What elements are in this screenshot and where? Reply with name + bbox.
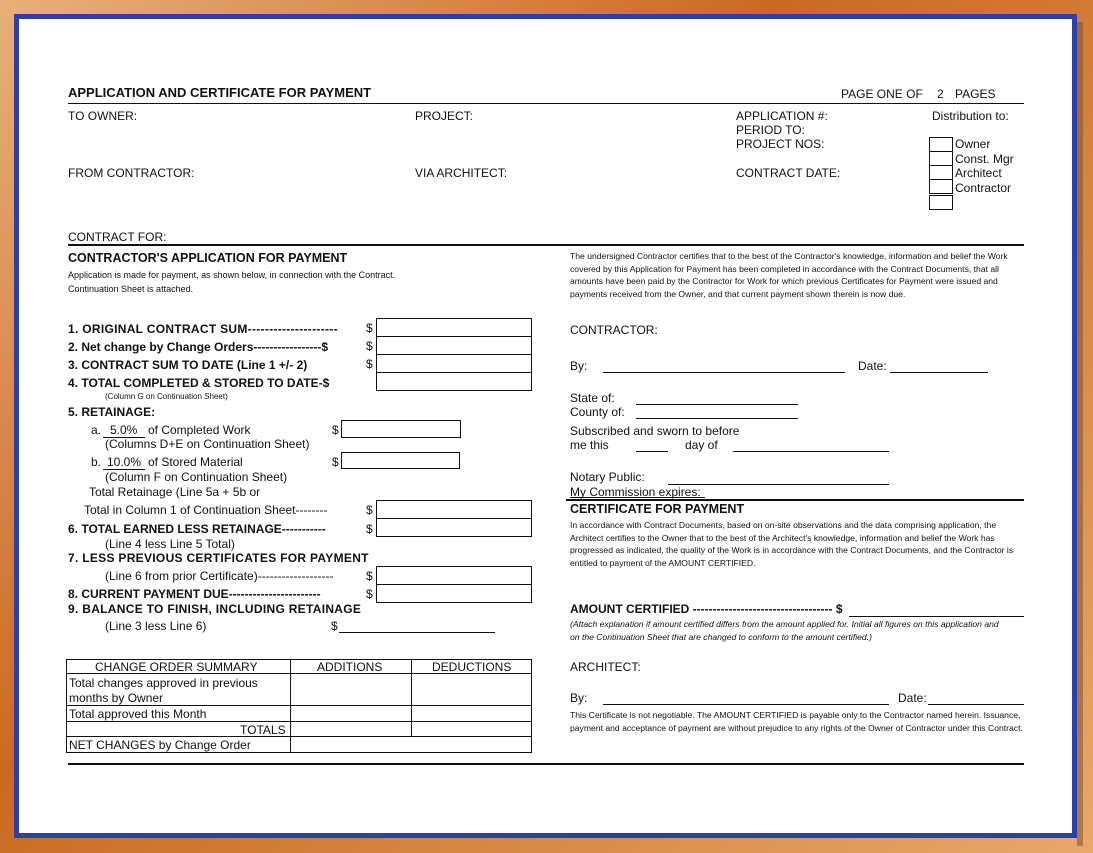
state-of-label: State of:: [570, 391, 615, 405]
distribution-checkbox-contractor[interactable]: [929, 179, 953, 194]
distribution-checkbox-owner[interactable]: [929, 137, 953, 152]
line5a-prefix: a.: [91, 423, 102, 437]
line7-label: 7. LESS PREVIOUS CERTIFICATES FOR PAYMENT: [68, 551, 369, 565]
section-rule: [68, 244, 1024, 246]
total-retainage-amount-field[interactable]: [376, 500, 532, 519]
line6-label: 6. TOTAL EARNED LESS RETAINAGE-----------: [68, 522, 326, 536]
line7-dollar: $: [366, 569, 373, 583]
to-owner-label: TO OWNER:: [68, 109, 138, 123]
contractor-certification-text: The undersigned Contractor certifies that to the best of the Contractor's knowledge, information and belief the Work covered by this Application for Payment has been completed in accordance with the Contract Documents, that all amounts have been paid by the Contractor for Work for which previous Certificates for Payment were issued and payments received from the Owner, and that current payment shown therein is now due.: [570, 251, 1008, 299]
architect-date-label: Date:: [898, 691, 927, 705]
header-rule: [68, 103, 1024, 104]
document-title: APPLICATION AND CERTIFICATE FOR PAYMENT: [68, 85, 372, 100]
contractor-signature-line[interactable]: [603, 372, 845, 373]
application-heading: CONTRACTOR'S APPLICATION FOR PAYMENT: [68, 251, 348, 265]
via-architect-label: VIA ARCHITECT:: [415, 166, 508, 180]
line5b-note: (Column F on Continuation Sheet): [105, 470, 288, 484]
me-this-label: me this: [570, 438, 609, 452]
distribution-owner: Owner: [955, 137, 991, 151]
document-page: [19, 19, 1072, 833]
commission-label: My Commission expires:: [570, 485, 701, 499]
line9-label: 9. BALANCE TO FINISH, INCLUDING RETAINAGE: [68, 602, 362, 616]
distribution-checkbox-extra[interactable]: [929, 195, 953, 210]
page-prefix: PAGE ONE OF: [841, 87, 923, 101]
line5a-dollar: $: [332, 423, 339, 437]
table-col-line-2: [411, 659, 412, 737]
page-total: 2: [937, 87, 944, 101]
line4-amount-field[interactable]: [376, 372, 532, 391]
line4-label: 4. TOTAL COMPLETED & STORED TO DATE-$: [68, 376, 330, 390]
amount-certified-label: AMOUNT CERTIFIED ----------------------------------- $: [570, 602, 843, 616]
period-to-label: PERIOD TO:: [736, 123, 805, 137]
line2-amount-field[interactable]: [376, 336, 532, 355]
line3-label: 3. CONTRACT SUM TO DATE (Line 1 +/- 2): [68, 358, 308, 372]
distribution-architect: Architect: [955, 166, 1002, 180]
table-row-net-changes: NET CHANGES by Change Order: [69, 738, 251, 752]
state-of-line[interactable]: [636, 404, 798, 405]
day-of-label: day of: [685, 438, 718, 452]
line5b-prefix: b.: [91, 455, 102, 469]
county-of-line[interactable]: [636, 418, 798, 419]
distribution-checkbox-const-mgr[interactable]: [929, 151, 953, 166]
total-retainage-line1: Total Retainage (Line 5a + 5b or: [89, 485, 261, 499]
table-row-previous-1: Total changes approved in previous: [69, 676, 258, 690]
total-retainage-dollar: $: [366, 503, 373, 517]
line5b-amount-field[interactable]: [341, 452, 460, 469]
contractor-label: CONTRACTOR:: [570, 323, 658, 337]
month-line[interactable]: [733, 451, 889, 452]
not-negotiable-text: This Certificate is not negotiable. The AMOUNT CERTIFIED is payable only to the Contractor named herein. Issuance, payment and acceptance of payment are without prejudice to any rights of the Owner of Contractor under this Contract.: [570, 710, 1023, 733]
line5a-text: of Completed Work: [148, 423, 251, 437]
line7-amount-field[interactable]: [376, 566, 532, 585]
line6-note: (Line 4 less Line 5 Total): [105, 537, 235, 551]
line6-dollar: $: [366, 522, 373, 536]
project-label: PROJECT:: [415, 109, 474, 123]
distribution-contractor: Contractor: [955, 181, 1012, 195]
frame-shadow: [1077, 22, 1083, 846]
table-row-line-2: [66, 705, 531, 706]
line5a-percent[interactable]: 5.0%: [110, 423, 138, 437]
page-suffix: PAGES: [955, 87, 996, 101]
line5a-amount-field[interactable]: [341, 420, 461, 438]
attach-explanation-note: (Attach explanation if amount certified differs from the amount applied for. Initial all figures on this application and on the Continuation Sheet that are changed to conform to the amount certified.): [570, 619, 999, 642]
amount-certified-line[interactable]: [849, 616, 1024, 617]
line5b-dollar: $: [332, 455, 339, 469]
architect-date-line[interactable]: [928, 704, 1024, 705]
total-retainage-line2: Total in Column 1 of Continuation Sheet--------: [84, 503, 328, 517]
table-row-previous-2: months by Owner: [69, 691, 164, 705]
architect-signature-line[interactable]: [603, 704, 889, 705]
table-header-summary: CHANGE ORDER SUMMARY: [95, 660, 258, 674]
certificate-text: In accordance with Contract Documents, based on on-site observations and the data comprising application, the Architect certifies to the Owner that to the best of the Architect's knowledge, information and belief the Work has progressed as indicated, the quality of the Work is in accordance with the Contract Documents, and the Contractor is entitled to payment of the AMOUNT CERTIFIED.: [570, 520, 1014, 568]
contractor-date-line[interactable]: [890, 372, 988, 373]
distribution-label: Distribution to:: [932, 109, 1009, 123]
line3-amount-field[interactable]: [376, 354, 532, 373]
table-row-line-4: [66, 736, 531, 737]
architect-by-label: By:: [570, 691, 588, 705]
contractor-date-label: Date:: [858, 359, 887, 373]
line2-dollar: $: [366, 339, 373, 353]
line8-label: 8. CURRENT PAYMENT DUE-----------------------: [68, 587, 321, 601]
line1-amount-field[interactable]: [376, 318, 532, 337]
contract-date-label: CONTRACT DATE:: [736, 166, 841, 180]
line9-dollar: $: [331, 619, 338, 633]
commission-line[interactable]: [570, 497, 705, 498]
notary-label: Notary Public:: [570, 470, 645, 484]
distribution-checkbox-architect[interactable]: [929, 165, 953, 180]
application-intro-1: Application is made for payment, as shown below, in connection with the Contract.: [68, 270, 396, 280]
application-intro-2: Continuation Sheet is attached.: [68, 284, 194, 294]
line1-label: 1. ORIGINAL CONTRACT SUM---------------------: [68, 322, 338, 336]
table-header-additions: ADDITIONS: [317, 660, 383, 674]
line2-label: 2. Net change by Change Orders-----------------$: [68, 340, 328, 354]
line6-amount-field[interactable]: [376, 518, 532, 537]
line1-dollar: $: [366, 321, 373, 335]
line7-note: (Line 6 from prior Certificate)-------------------: [105, 569, 334, 583]
line5a-note: (Columns D+E on Continuation Sheet): [105, 437, 310, 451]
table-row-line-3: [66, 721, 531, 722]
distribution-const-mgr: Const. Mgr: [955, 152, 1014, 166]
line3-dollar: $: [366, 357, 373, 371]
line5-label: 5. RETAINAGE:: [68, 405, 156, 419]
architect-label: ARCHITECT:: [570, 660, 641, 674]
county-of-label: County of:: [570, 405, 625, 419]
footer-rule: [68, 763, 1024, 765]
line5b-text: of Stored Material: [148, 455, 243, 469]
table-row-totals: TOTALS: [240, 723, 286, 737]
subscribed-label: Subscribed and sworn to before: [570, 424, 740, 438]
contractor-by-label: By:: [570, 359, 588, 373]
day-line[interactable]: [636, 451, 668, 452]
line8-dollar: $: [366, 587, 373, 601]
line9-note: (Line 3 less Line 6): [105, 619, 207, 633]
certificate-rule: [566, 499, 1024, 501]
certificate-heading: CERTIFICATE FOR PAYMENT: [570, 502, 745, 516]
line4-note: (Column G on Continuation Sheet): [105, 392, 228, 401]
line8-amount-field[interactable]: [376, 584, 532, 603]
contract-for-label: CONTRACT FOR:: [68, 230, 167, 244]
line9-amount-line[interactable]: [339, 632, 495, 633]
notary-line[interactable]: [668, 484, 889, 485]
application-number-label: APPLICATION #:: [736, 109, 828, 123]
from-contractor-label: FROM CONTRACTOR:: [68, 166, 195, 180]
project-nos-label: PROJECT NOS:: [736, 137, 825, 151]
line5b-percent[interactable]: 10.0%: [107, 455, 142, 469]
table-row-this-month: Total approved this Month: [69, 707, 207, 721]
table-header-deductions: DEDUCTIONS: [432, 660, 512, 674]
